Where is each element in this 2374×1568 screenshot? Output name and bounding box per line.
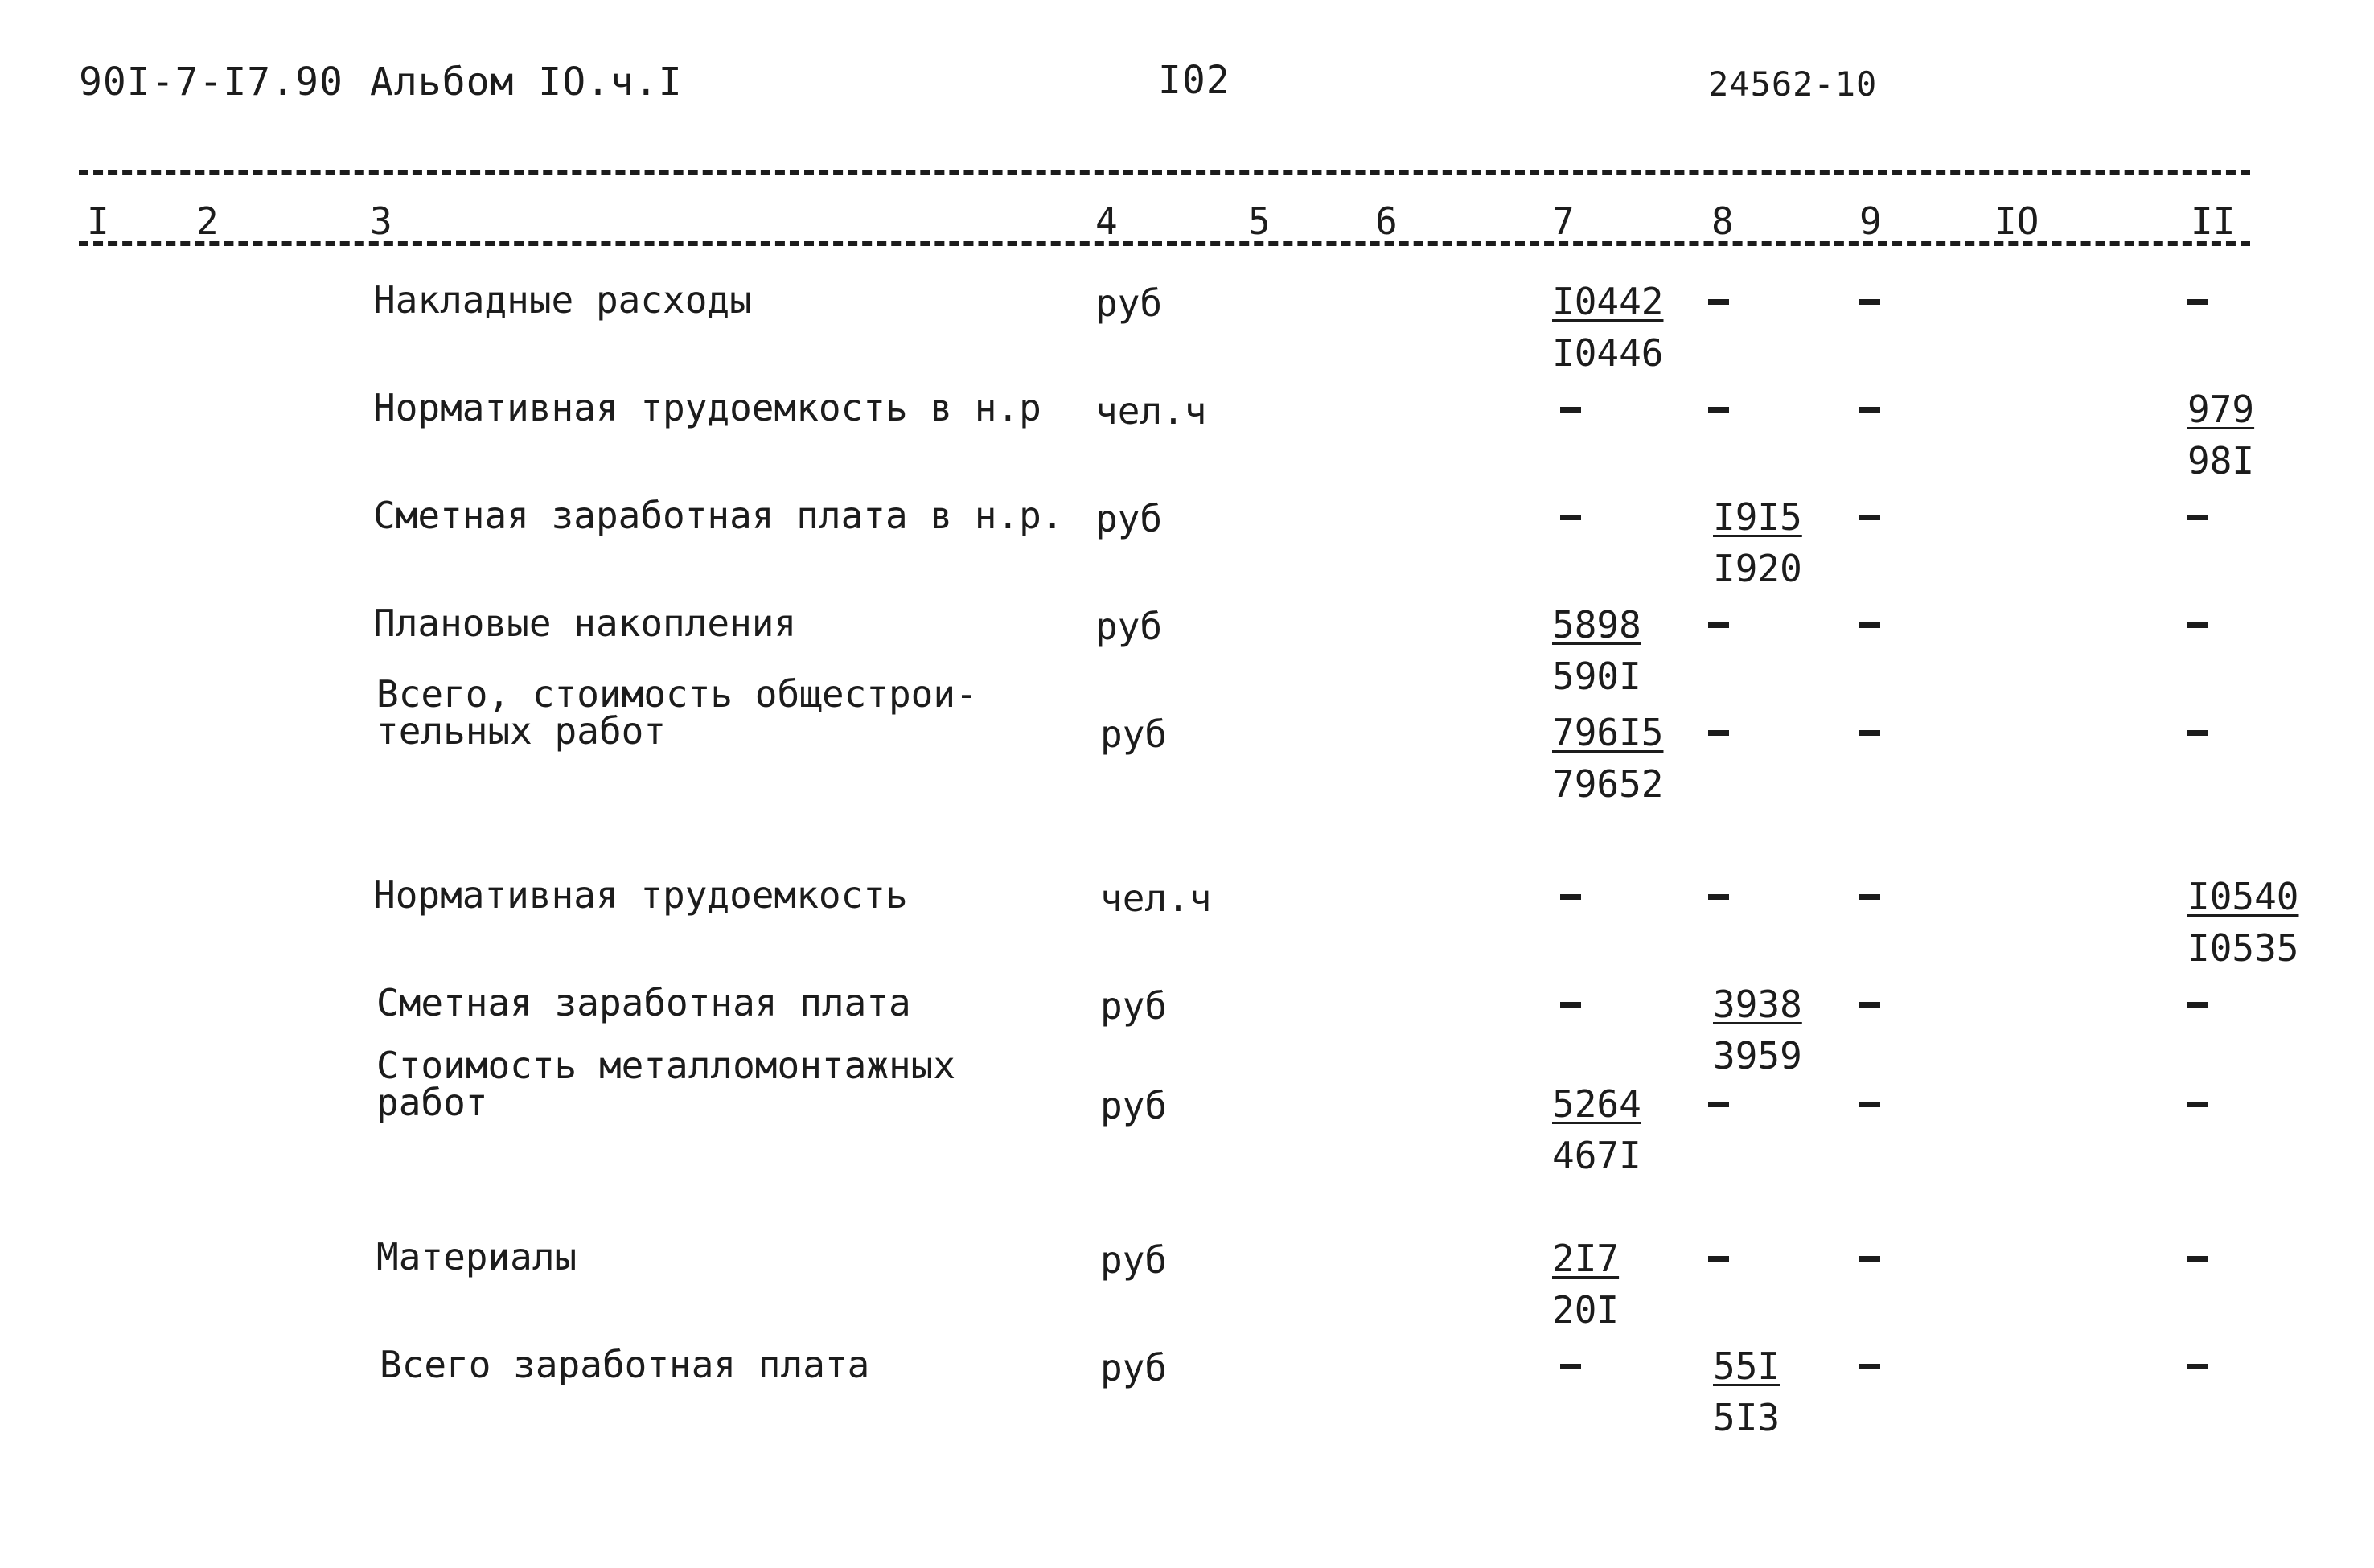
column-number-3: 3 — [370, 199, 392, 243]
value-cell-c7 — [1552, 712, 1663, 804]
value-cell-c7 — [1552, 281, 1663, 373]
value-top: I0442 — [1552, 280, 1664, 323]
empty-value-dash — [1859, 1102, 1880, 1107]
value-bottom: 79652 — [1552, 762, 1664, 806]
row-unit: руб — [1100, 712, 1168, 756]
empty-value-dash — [1859, 515, 1880, 520]
column-number-6: 6 — [1375, 199, 1398, 243]
row-unit: руб — [1100, 984, 1168, 1028]
empty-value-dash — [1708, 1256, 1729, 1262]
row-label-line: Плановые накопления — [373, 601, 797, 645]
row-label-line: Материалы — [376, 1235, 577, 1279]
project-code: 90I-7-I7.90 — [79, 60, 343, 105]
value-bottom: 98I — [2187, 439, 2255, 482]
empty-value-dash — [1708, 622, 1729, 628]
row-label — [376, 1044, 956, 1124]
value-top: I9I5 — [1713, 495, 1802, 539]
empty-value-dash — [1708, 894, 1729, 900]
value-top: 55I — [1713, 1344, 1780, 1388]
value-top: 979 — [2187, 388, 2255, 431]
row-unit: чел.ч — [1095, 389, 1207, 433]
row-unit: руб — [1100, 1346, 1168, 1389]
column-number-5: 5 — [1248, 199, 1271, 243]
value-top: 2I7 — [1552, 1237, 1620, 1280]
value-bottom: 590I — [1552, 655, 1641, 698]
value-cell-c8 — [1713, 497, 1802, 589]
row-unit: руб — [1095, 497, 1163, 540]
empty-value-dash — [1859, 1256, 1880, 1262]
row-label — [373, 278, 752, 322]
row-unit: руб — [1095, 281, 1163, 325]
row-label — [376, 1235, 577, 1279]
row-label-line: Всего заработная плата — [380, 1343, 870, 1386]
empty-value-dash — [1859, 407, 1880, 413]
document-number: 24562-10 — [1708, 64, 1878, 104]
album-title: Альбом IO.ч.I — [370, 60, 683, 105]
row-label-line: Сметная заработная плата в н.р. — [373, 494, 1064, 537]
empty-value-dash — [1859, 1002, 1880, 1008]
row-label-line: тельных работ — [376, 709, 667, 753]
value-top: 3938 — [1713, 983, 1802, 1026]
row-label — [373, 873, 908, 917]
value-cell-c11 — [2187, 876, 2298, 968]
row-label-line: Нормативная трудоемкость — [373, 873, 908, 917]
column-number-2: 2 — [196, 199, 219, 243]
empty-value-dash — [2187, 515, 2208, 520]
column-number-9: 9 — [1859, 199, 1882, 243]
empty-value-dash — [1859, 1364, 1880, 1369]
value-bottom: I0535 — [2187, 926, 2299, 970]
value-bottom: 5I3 — [1713, 1396, 1780, 1439]
empty-value-dash — [1708, 299, 1729, 305]
value-bottom: I0446 — [1552, 331, 1664, 375]
row-unit: руб — [1095, 605, 1163, 648]
empty-value-dash — [1560, 515, 1581, 520]
empty-value-dash — [1560, 407, 1581, 413]
empty-value-dash — [1859, 730, 1880, 736]
value-cell-c8 — [1713, 984, 1802, 1076]
row-label — [380, 1343, 870, 1386]
row-label-line: Накладные расходы — [373, 278, 752, 322]
row-label-line: Всего, стоимость общестрои- — [376, 672, 978, 716]
row-label — [373, 494, 1064, 537]
value-cell-c7 — [1552, 1238, 1619, 1330]
empty-value-dash — [2187, 1256, 2208, 1262]
empty-value-dash — [2187, 730, 2208, 736]
empty-value-dash — [1560, 1364, 1581, 1369]
value-cell-c8 — [1713, 1346, 1780, 1438]
empty-value-dash — [1859, 299, 1880, 305]
empty-value-dash — [1708, 1102, 1729, 1107]
empty-value-dash — [1560, 894, 1581, 900]
column-number-10: IO — [1994, 199, 2039, 243]
value-bottom: 20I — [1552, 1288, 1620, 1332]
value-bottom: 3959 — [1713, 1034, 1802, 1077]
page-number: I02 — [1158, 58, 1230, 103]
value-cell-c11 — [2187, 389, 2254, 481]
row-label-line: Нормативная трудоемкость в н.р — [373, 386, 1041, 429]
empty-value-dash — [1708, 730, 1729, 736]
empty-value-dash — [1708, 407, 1729, 413]
empty-value-dash — [1859, 622, 1880, 628]
row-label-line: Сметная заработная плата — [376, 981, 911, 1024]
value-top: 796I5 — [1552, 711, 1664, 754]
empty-value-dash — [1859, 894, 1880, 900]
column-number-1: I — [87, 199, 109, 243]
column-number-11: II — [2191, 199, 2236, 243]
value-bottom: I920 — [1713, 547, 1802, 590]
column-number-7: 7 — [1552, 199, 1575, 243]
top-dashed-rule — [79, 170, 2250, 175]
empty-value-dash — [2187, 299, 2208, 305]
empty-value-dash — [2187, 622, 2208, 628]
row-label — [373, 386, 1041, 429]
row-label — [376, 981, 911, 1024]
row-label-line: работ — [376, 1081, 488, 1124]
value-bottom: 467I — [1552, 1134, 1641, 1177]
value-top: 5264 — [1552, 1082, 1641, 1126]
row-unit: руб — [1100, 1084, 1168, 1127]
value-top: I0540 — [2187, 875, 2299, 918]
value-top: 5898 — [1552, 603, 1641, 646]
row-label — [373, 601, 797, 645]
row-label-line: Стоимость металломонтажных — [376, 1044, 956, 1087]
empty-value-dash — [2187, 1002, 2208, 1008]
empty-value-dash — [2187, 1364, 2208, 1369]
column-number-8: 8 — [1711, 199, 1734, 243]
empty-value-dash — [2187, 1102, 2208, 1107]
value-cell-c7 — [1552, 1084, 1641, 1176]
empty-value-dash — [1560, 1002, 1581, 1008]
row-unit: чел.ч — [1100, 876, 1212, 920]
row-unit: руб — [1100, 1238, 1168, 1282]
column-dashed-rule — [79, 241, 2250, 246]
value-cell-c7 — [1552, 605, 1641, 696]
column-number-4: 4 — [1095, 199, 1118, 243]
row-label — [376, 672, 978, 753]
